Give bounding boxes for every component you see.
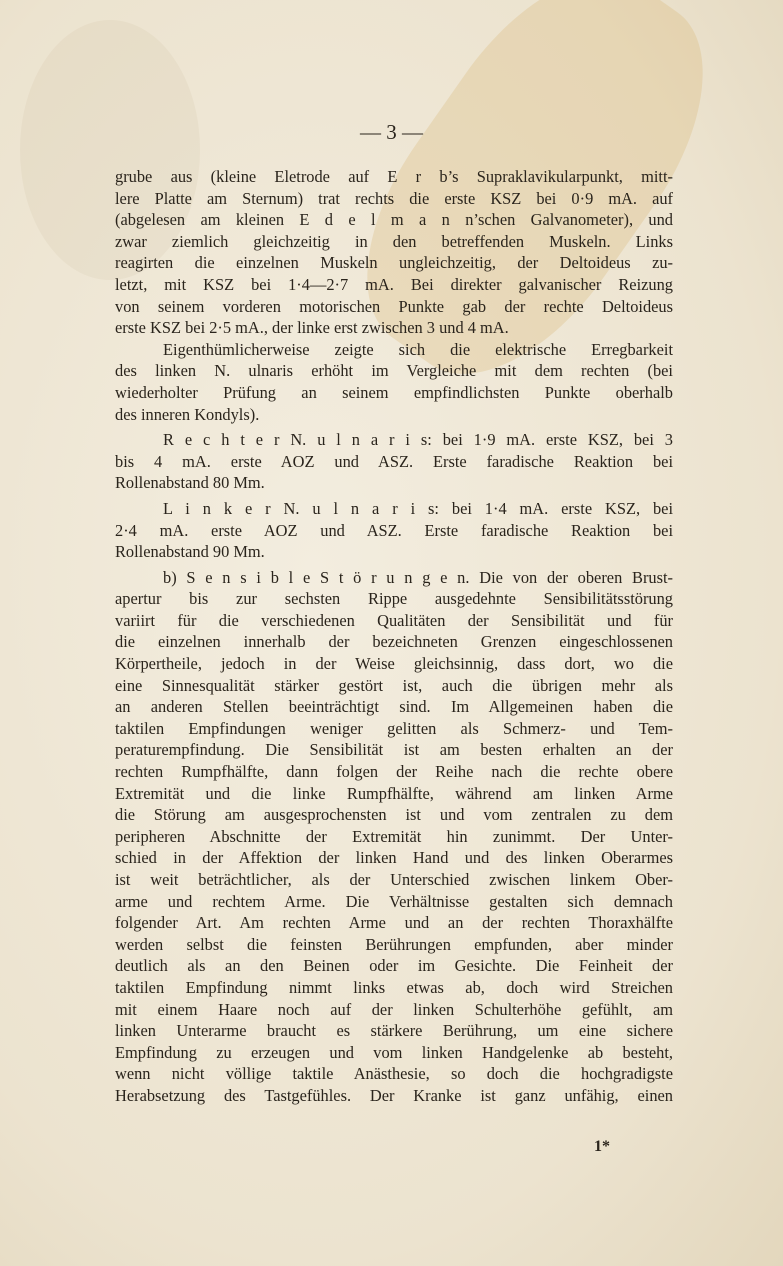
text-line: an anderen Stellen beeinträchtigt sind. Im Allgemeinen haben die xyxy=(115,697,673,717)
text-line: mit einem Haare noch auf der linken Schulterhöhe gefühlt, am xyxy=(115,999,673,1019)
text-line: eine Sinnesqualität stärker gestört ist, auch die übrigen mehr als xyxy=(115,675,673,695)
text-line: Körpertheile, jedoch in der Weise gleichsinnig, dass dort, wo die xyxy=(115,654,673,674)
text-line: b) S e n s i b l e S t ö r u n g e n. Die von der oberen Brust- xyxy=(163,567,673,587)
signature-mark: 1* xyxy=(594,1138,610,1155)
text-line: deutlich als an den Beinen oder im Gesichte. Die Feinheit der xyxy=(115,956,673,976)
text-line: linken Unterarme braucht es stärkere Berührung, um eine sichere xyxy=(115,1021,673,1041)
text-line: Herabsetzung des Tastgefühles. Der Kranke ist ganz unfähig, einen xyxy=(115,1085,673,1105)
text-line: apertur bis zur sechsten Rippe ausgedehnte Sensibilitätsstörung xyxy=(115,589,673,609)
page-number: — 3 — xyxy=(360,120,423,144)
text-line: Eigenthümlicherweise zeigte sich die elektrische Erregbarkeit xyxy=(163,339,673,359)
text-line: werden selbst die feinsten Berührungen empfunden, aber minder xyxy=(115,934,673,954)
text-line: Empfindung zu erzeugen und vom linken Handgelenke ab besteht, xyxy=(115,1042,673,1062)
text-line: arme und rechtem Arme. Die Verhältnisse gestalten sich demnach xyxy=(115,891,673,911)
body-text xyxy=(115,166,673,1107)
text-line: wiederholter Prüfung an seinem empfindlichsten Punkte oberhalb xyxy=(115,382,673,402)
text-line: von seinem vorderen motorischen Punkte gab der rechte Deltoideus xyxy=(115,296,673,316)
text-line: die einzelnen innerhalb der bezeichneten Grenzen eingeschlossenen xyxy=(115,632,673,652)
text-line: wenn nicht völlige taktile Anästhesie, so doch die hochgradigste xyxy=(115,1064,673,1084)
text-line: die Störung am ausgesprochensten ist und vom zentralen zu dem xyxy=(115,805,673,825)
text-line: L i n k e r N. u l n a r i s: bei 1·4 mA. erste KSZ, bei xyxy=(163,498,673,518)
text-line: reagirten die einzelnen Muskeln ungleichzeitig, der Deltoideus zu- xyxy=(115,253,673,273)
text-line: des inneren Kondyls). xyxy=(115,404,260,424)
text-line: (abgelesen am kleinen E d e l m a n n’schen Galvanometer), und xyxy=(115,210,673,230)
text-line: erste KSZ bei 2·5 mA., der linke erst zwischen 3 und 4 mA. xyxy=(115,318,509,338)
text-line: des linken N. ulnaris erhöht im Vergleiche mit dem rechten (bei xyxy=(115,361,673,381)
text-line: 2·4 mA. erste AOZ und ASZ. Erste faradische Reaktion bei xyxy=(115,520,673,540)
text-line: schied in der Affektion der linken Hand und des linken Oberarmes xyxy=(115,848,673,868)
text-line: folgender Art. Am rechten Arme und an der rechten Thoraxhälfte xyxy=(115,913,673,933)
text-line: taktilen Empfindung nimmt links etwas ab, doch wird Streichen xyxy=(115,977,673,997)
text-line: ist weit beträchtlicher, als der Unterschied zwischen linkem Ober- xyxy=(115,870,673,889)
text-line: peripheren Abschnitte der Extremität hin zunimmt. Der Unter- xyxy=(115,826,673,846)
text-line: rechten Rumpfhälfte, dann folgen der Reihe nach die rechte obere xyxy=(115,762,673,782)
text-line: R e c h t e r N. u l n a r i s: bei 1·9 mA. erste KSZ, bei 3 xyxy=(163,430,673,450)
text-line: lere Platte am Sternum) trat rechts die erste KSZ bei 0·9 mA. auf xyxy=(115,188,673,208)
text-line: bis 4 mA. erste AOZ und ASZ. Erste faradische Reaktion bei xyxy=(115,451,673,471)
text-line: zwar ziemlich gleichzeitig in den betreffenden Muskeln. Links xyxy=(115,231,673,251)
text-line: letzt, mit KSZ bei 1·4—2·7 mA. Bei direkter galvanischer Reizung xyxy=(115,274,673,294)
text-line: Extremität und die linke Rumpfhälfte, während am linken Arme xyxy=(115,783,673,803)
text-line: peraturempfindung. Die Sensibilität ist am besten erhalten an der xyxy=(115,740,673,760)
text-line: grube aus (kleine Eletrode auf E r b’s Supraklavikularpunkt, mitt- xyxy=(115,167,673,186)
text-line: taktilen Empfindungen weniger gelitten als Schmerz- und Tem- xyxy=(115,718,673,738)
text-line: Rollenabstand 80 Mm. xyxy=(115,473,265,493)
text-line: Rollenabstand 90 Mm. xyxy=(115,542,265,562)
text-line: variirt für die verschiedenen Qualitäten der Sensibilität und für xyxy=(115,610,673,630)
